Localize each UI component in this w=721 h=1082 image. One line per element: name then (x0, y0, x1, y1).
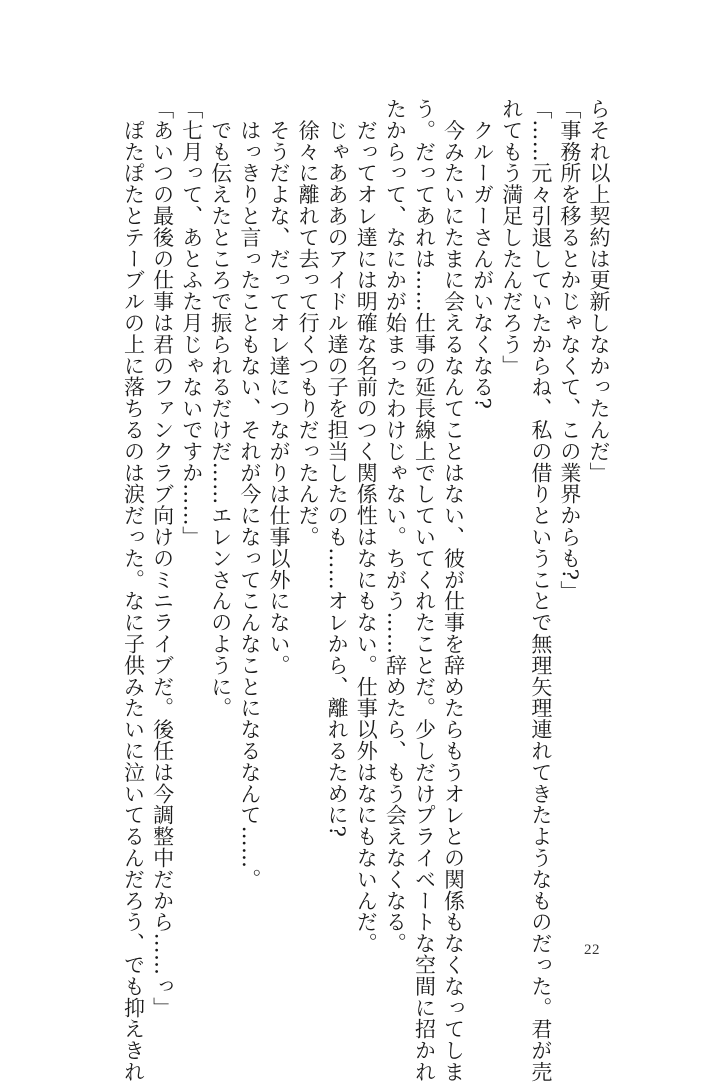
page-number: 22 (584, 942, 600, 958)
text-line: クルーガーさんがいなくなる? (470, 98, 495, 410)
text-line: 「……元々引退していたからね、私の借りということで無理矢理連れてきたようなものだった。君が売 (528, 98, 553, 1082)
text-line: 「七月って、あとふた月じゃないですか……」 (179, 98, 204, 548)
text-line: れてもう満足したんだろう」 (499, 98, 524, 377)
text-line: う。だってあれは……仕事の延長線上でしていてくれたことだ。少しだけプライベートな空間に招かれ (412, 98, 437, 1082)
text-line: らそれ以上契約は更新しなかったんだ」 (587, 98, 611, 484)
text-line: じゃあああのアイドル達の子を担当したのも……オレから、離れるために? (325, 98, 350, 838)
text-line: 「あいつの最後の仕事は君のファンクラブ向けのミニライブだ。後任は今調整中だから……っ」 (150, 98, 175, 1019)
text-line: 今みたいにたまに会えるなんてことはない、彼が仕事を辞めたらもうオレとの関係もなくなってしま (441, 98, 466, 1082)
text-line: でも伝えたところで振られるだけだ……エレンさんのように。 (208, 98, 233, 719)
text-line: ぽたぽたとテーブルの上に落ちるのは涙だった。なに子供みたいに泣いてるんだろう、でも抑えきれ (121, 98, 146, 1082)
text-line: はっきりと言ったこともない、それが今になってこんなことになるなんて……。 (237, 98, 262, 890)
text-line: 「事務所を移るとかじゃなくて、この業界からも?」 (557, 98, 582, 602)
text-line: だってオレ達には明確な名前のつく関係性はなにもない。仕事以外はなにもないんだ。 (354, 98, 379, 954)
text-line: 徐々に離れて去って行くつもりだったんだ。 (296, 98, 321, 548)
text-line: たからって、なにかが始まったわけじゃない。ちがう……辞めたら、もう会えなくなる。 (383, 98, 408, 954)
text-line: そうだよな、だってオレ達につながりは仕事以外にない。 (266, 98, 291, 676)
